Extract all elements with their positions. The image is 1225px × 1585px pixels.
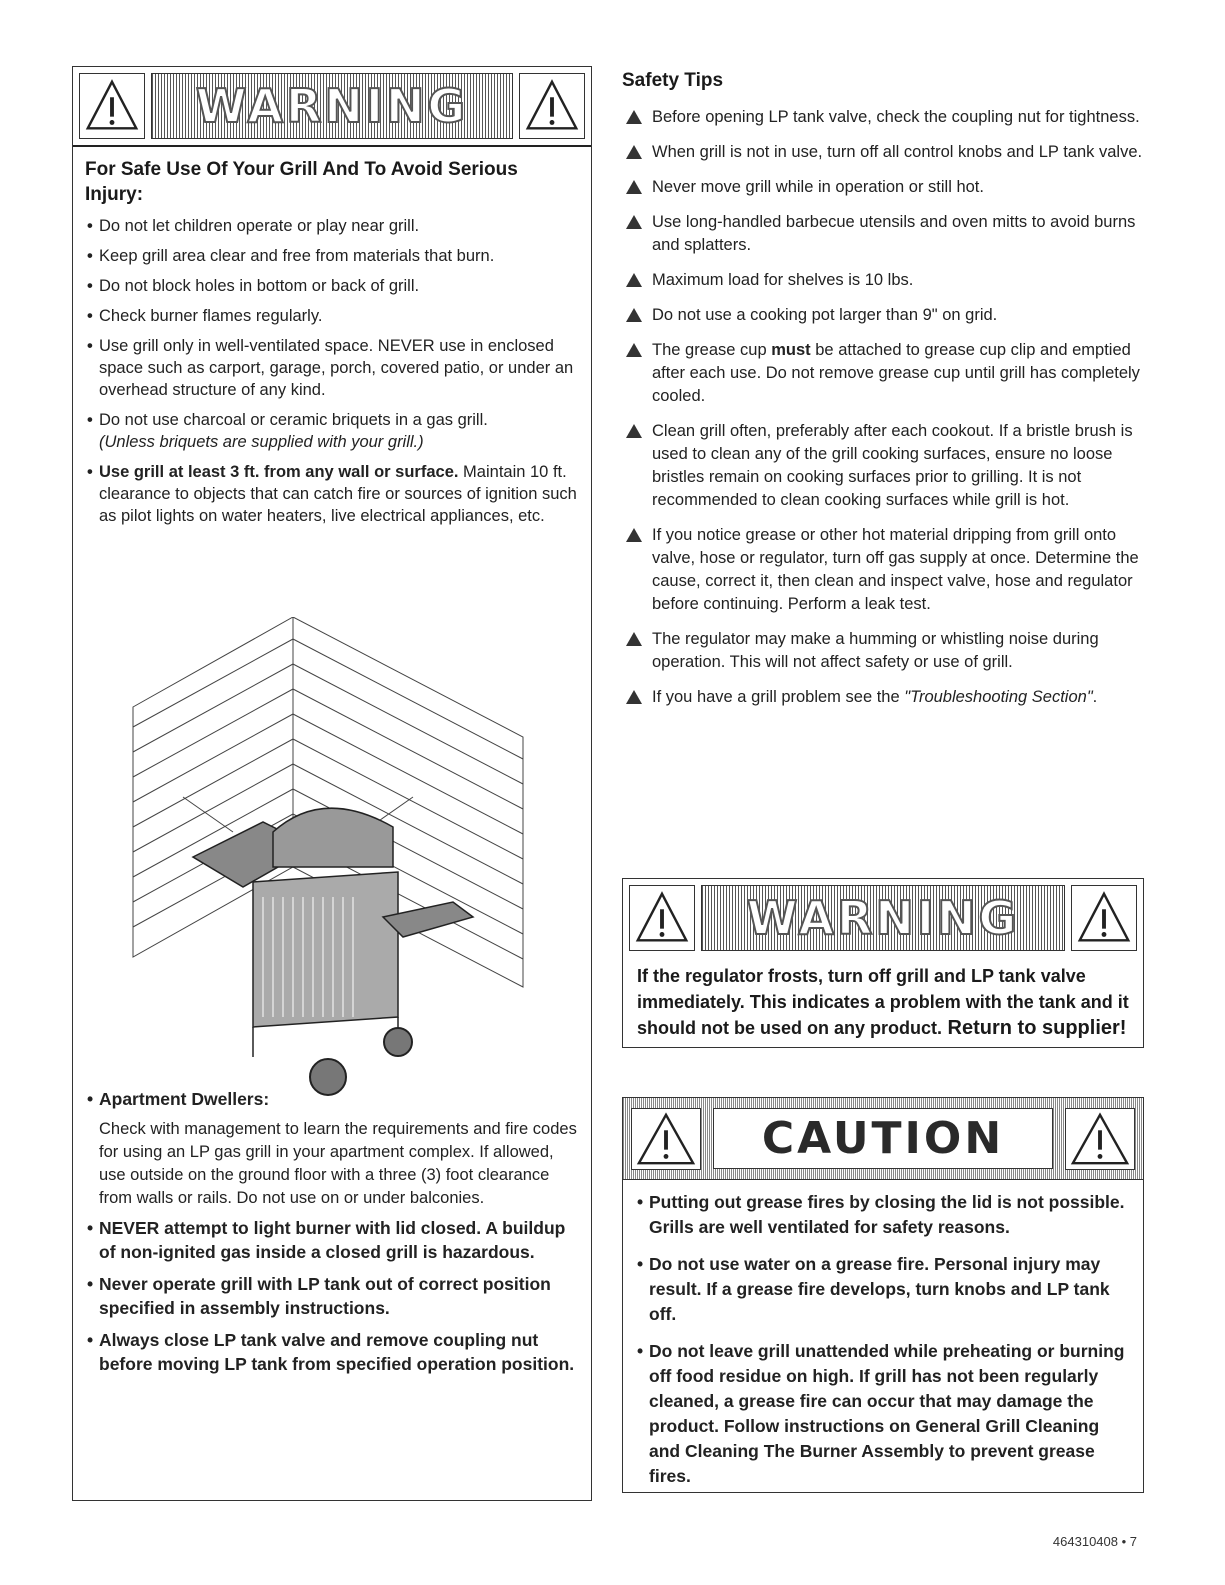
list-item [622, 420, 1152, 512]
tip-text: Use long-handled barbecue utensils and oven mitts to avoid burns and splatters. [652, 213, 1136, 254]
tip-text: Before opening LP tank valve, check the coupling nut for tightness. [652, 108, 1140, 126]
list-item [622, 524, 1152, 616]
clearance-bold: Use grill at least 3 ft. from any wall or surface. [99, 463, 459, 481]
tip-text: Do not use a cooking pot larger than 9" on grid. [652, 306, 998, 324]
page-number: 464310408 • 7 [1052, 1534, 1137, 1549]
warning-triangle-icon [626, 424, 642, 438]
safety-tips-title: Safety Tips [622, 70, 724, 91]
list-item [622, 106, 1152, 129]
tip-text: Never move grill while in operation or still hot. [652, 178, 984, 196]
tip-text: If you notice grease or other hot material dripping from grill onto valve, hose or regulator, turn off gas supply at once. Determine the cause, correct it, then clean and inspect valve, hose and regulator before continuing. Perform a leak test. [652, 526, 1139, 613]
tip-text: If you have a grill problem see the [652, 688, 905, 706]
warning-box-general [72, 66, 592, 1501]
warning-triangle-icon [1065, 1108, 1135, 1170]
warning-word: WARNING [746, 891, 1020, 945]
list-item [622, 304, 1152, 327]
warning-triangle-icon [626, 215, 642, 229]
apartment-text: Check with management to learn the requirements and fire codes for using an LP gas grill in your apartment complex. If allowed, use outside on the ground floor with a three (3) foot clearance from walls or rails. Do not use on or under balconies. [99, 1120, 577, 1207]
bold-warning-list [73, 1216, 591, 1376]
apartment-title: • Apartment Dwellers: [87, 1088, 577, 1110]
return-to-supplier: Return to supplier! [942, 1017, 1127, 1039]
warning-triangle-icon [626, 110, 642, 124]
tip-text: The grease cup [652, 341, 772, 359]
list-item [622, 211, 1152, 257]
list-item [622, 339, 1152, 408]
tip-text: Maximum load for shelves is 10 lbs. [652, 271, 914, 289]
list-item: • NEVER attempt to light burner with lid closed. A buildup of non-ignited gas inside a closed grill is hazardous. [87, 1216, 577, 1264]
briquet-text: Do not use charcoal or ceramic briquets in a gas grill. [99, 411, 488, 429]
regulator-warning-text [623, 957, 1143, 1047]
warning-text: If the regulator frosts, turn off grill and LP tank valve immediately. This indicates a problem with the tank and it should not be used on any product. [637, 966, 1129, 1038]
warning-triangle-icon [626, 308, 642, 322]
list-item [87, 461, 577, 527]
warning-triangle-icon [626, 690, 642, 704]
tip-emphasis: must [771, 341, 811, 359]
caution-box-grease-fire [622, 1097, 1144, 1493]
caution-banner [623, 1098, 1143, 1180]
safety-tips-list [622, 106, 1152, 709]
warning-triangle-icon [1071, 885, 1137, 951]
safe-use-heading: For Safe Use Of Your Grill And To Avoid Serious Injury: [85, 159, 518, 205]
safe-use-list [73, 215, 591, 527]
warning-triangle-icon [626, 145, 642, 159]
apartment-section [73, 1082, 591, 1384]
warning-triangle-icon [626, 632, 642, 646]
warning-banner [623, 879, 1143, 957]
warning-triangle-icon [626, 273, 642, 287]
tip-text: . [1092, 688, 1098, 706]
tip-text: When grill is not in use, turn off all control knobs and LP tank valve. [652, 143, 1143, 161]
troubleshooting-reference: "Troubleshooting Section" [904, 688, 1093, 706]
warning-triangle-icon [629, 885, 695, 951]
warning-triangle-icon [79, 73, 145, 139]
list-item: • Use grill only in well-ventilated space. NEVER use in enclosed space such as carport, garage, porch, covered patio, or under an overhead structure of any kind. [87, 335, 577, 401]
tip-text: be attached to grease cup clip and emptied after each use. Do not remove grease cup until grill has completely cooled. [652, 341, 1140, 405]
caution-list [623, 1190, 1143, 1489]
list-item [622, 176, 1152, 199]
list-item [622, 628, 1152, 674]
tip-text: The regulator may make a humming or whistling noise during operation. This will not affect safety or use of grill. [652, 630, 1099, 671]
list-item: • Always close LP tank valve and remove coupling nut before moving LP tank from specified operation position. [87, 1328, 577, 1376]
warning-triangle-icon [631, 1108, 701, 1170]
list-item: • Never operate grill with LP tank out of correct position specified in assembly instructions. [87, 1272, 577, 1320]
warning-banner [73, 67, 591, 147]
list-item: • Do not leave grill unattended while preheating or burning off food residue on high. If grill has not been regularly cleaned, a grease fire can occur that may damage the product. Follow instructions on General Grill Cleaning and Cleaning The Burner Assembly to prevent grease fires. [637, 1339, 1129, 1489]
warning-triangle-icon [626, 343, 642, 357]
list-item: • Keep grill area clear and free from materials that burn. [87, 245, 577, 267]
clearance-text: Maintain 10 ft. clearance to objects that can catch fire or sources of ignition such as pilot lights on water heaters, live electrical appliances, etc. [99, 463, 577, 525]
list-item [87, 409, 577, 453]
list-item [622, 141, 1152, 164]
list-item: • Check burner flames regularly. [87, 305, 577, 327]
list-item: • Do not block holes in bottom or back of grill. [87, 275, 577, 297]
list-item: • Do not let children operate or play near grill. [87, 215, 577, 237]
warning-triangle-icon [626, 180, 642, 194]
briquet-note: (Unless briquets are supplied with your grill.) [99, 433, 424, 451]
tip-text: Clean grill often, preferably after each cookout. If a bristle brush is used to clean any of the grill cooking surfaces, ensure no loose bristles remain on cooking surfaces prior to grilling. It is not recommended to clean cooking surfaces while grill is hot. [652, 422, 1133, 509]
warning-box-regulator [622, 878, 1144, 1048]
grill-clearance-illustration [123, 617, 543, 1097]
warning-triangle-icon [626, 528, 642, 542]
safety-tips-section [622, 70, 1152, 721]
warning-word: WARNING [195, 79, 469, 133]
warning-triangle-icon [519, 73, 585, 139]
list-item: • Putting out grease fires by closing the lid is not possible. Grills are well ventilated for safety reasons. [637, 1190, 1129, 1240]
list-item [622, 686, 1152, 709]
list-item [622, 269, 1152, 292]
list-item: • Do not use water on a grease fire. Personal injury may result. If a grease fire develops, turn knobs and LP tank off. [637, 1252, 1129, 1327]
caution-word: CAUTION [761, 1113, 1005, 1164]
